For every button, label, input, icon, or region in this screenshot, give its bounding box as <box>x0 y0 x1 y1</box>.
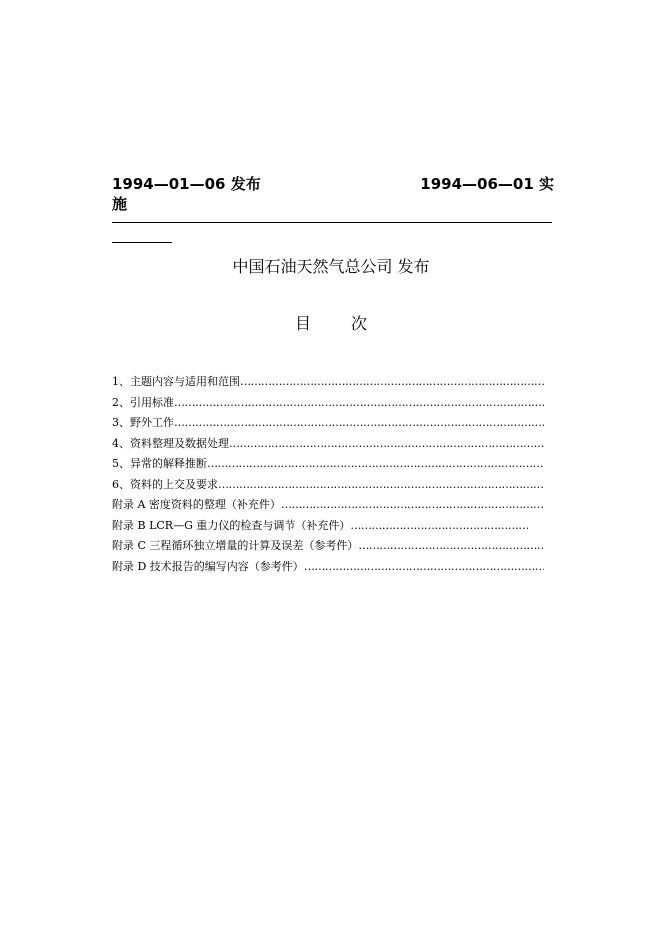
toc-item[interactable] <box>112 413 544 434</box>
publisher-line: 中国石油天然气总公司 发布 <box>232 257 430 276</box>
separator-rule-tail <box>112 242 172 243</box>
toc-leader-dots <box>358 536 544 557</box>
toc-item[interactable] <box>112 454 544 475</box>
toc-item[interactable] <box>112 475 544 496</box>
toc-item-label: 附录 D 技术报告的编写内容（参考件） <box>112 559 304 573</box>
toc-item-appendix-d[interactable] <box>112 557 544 578</box>
toc-leader-dots <box>174 413 544 434</box>
toc-leader-dots <box>304 557 544 578</box>
toc-item-label: 资料整理及数据处理 <box>130 436 229 450</box>
toc-item-label: 异常的解释推断 <box>130 457 207 470</box>
separator-rule <box>112 222 552 223</box>
effective-date-wrap: 施 <box>112 195 128 213</box>
toc-title: 目次 <box>294 314 407 333</box>
toc-item-label: 主题内容与适用和范围 <box>130 375 240 388</box>
toc-leader-dots <box>240 372 544 393</box>
toc-item-number: 6、 <box>112 477 130 491</box>
toc-leader-dots <box>174 393 544 414</box>
effective-date: 1994—06—01 实 <box>420 175 554 193</box>
toc-leader-dots <box>281 495 544 516</box>
toc-item-appendix-b[interactable] <box>112 516 544 537</box>
toc-item[interactable] <box>112 393 544 414</box>
toc-item-label: 附录 A 密度资料的整理（补充件） <box>112 498 281 511</box>
toc-item[interactable] <box>112 434 544 455</box>
toc-item-label: 引用标准 <box>130 395 174 409</box>
toc-leader-dots <box>207 454 544 475</box>
toc-leader-dots <box>350 516 528 537</box>
toc-leader-dots <box>218 475 544 496</box>
toc-item-appendix-c[interactable] <box>112 536 544 557</box>
toc-leader-dots <box>229 434 544 455</box>
toc-item-label: 附录 B LCR—G 重力仪的检查与调节（补充件） <box>112 518 351 532</box>
toc-item-number: 5、 <box>112 457 130 470</box>
toc-item-label: 野外工作 <box>130 416 174 429</box>
toc-item-appendix-a[interactable] <box>112 495 544 516</box>
toc-item-label: 资料的上交及要求 <box>130 477 218 491</box>
publish-date: 1994—01—06 发布 <box>112 175 261 193</box>
toc-item-label: 附录 C 三程循环独立增量的计算及误差（参考件） <box>112 539 359 552</box>
toc-item-number: 4、 <box>112 436 130 450</box>
toc-item-number: 1、 <box>112 375 130 388</box>
toc-item-number: 2、 <box>112 395 130 409</box>
toc-item-number: 3、 <box>112 416 130 429</box>
table-of-contents <box>112 372 544 577</box>
toc-item[interactable] <box>112 372 544 393</box>
